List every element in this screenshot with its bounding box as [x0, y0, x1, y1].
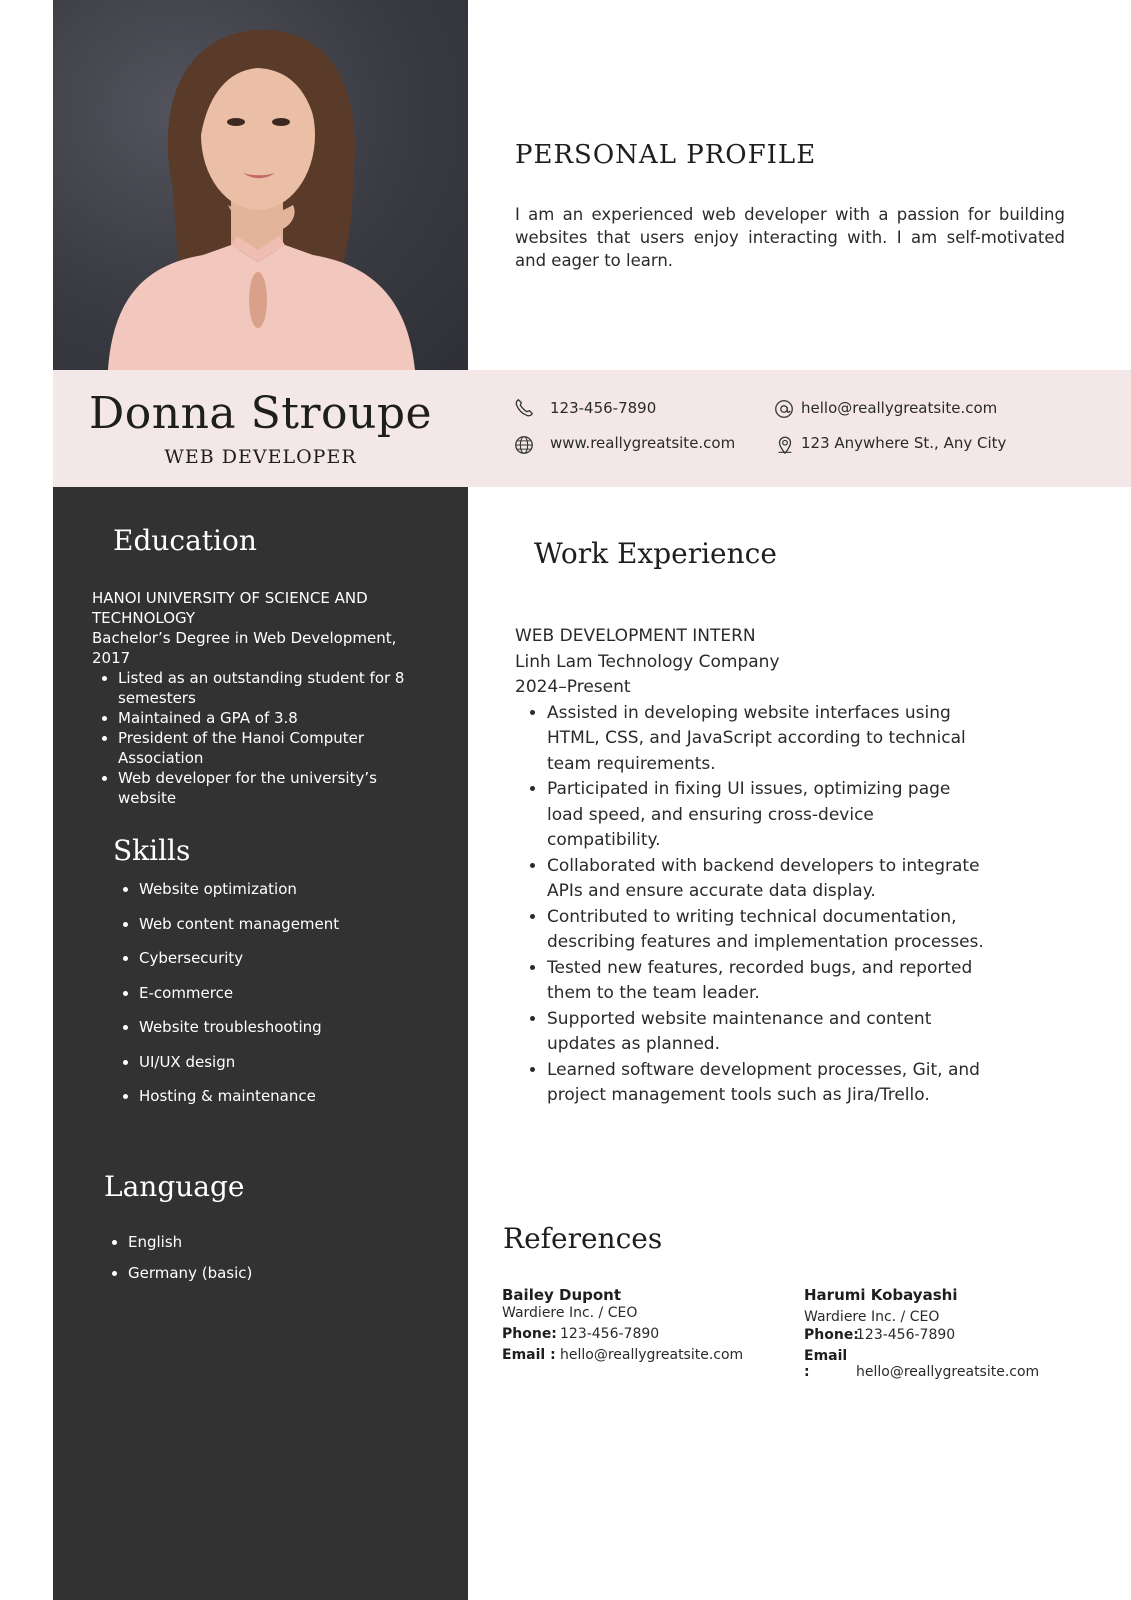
- work-heading: Work Experience: [534, 537, 777, 570]
- person-name: Donna Stroupe: [88, 388, 433, 439]
- language-item: • Germany (basic): [128, 1258, 428, 1289]
- contact-phone: 123-456-7890: [550, 399, 657, 417]
- phone-icon: [513, 397, 535, 423]
- skill-item: • E-commerce: [139, 976, 479, 1011]
- work-duty: • Collaborated with backend developers to integrate APIs and ensure accurate data display.: [547, 854, 985, 905]
- reference-phone: 123-456-7890: [560, 1326, 660, 1342]
- reference-role: Wardiere Inc. / CEO: [502, 1305, 638, 1321]
- references-heading: References: [503, 1222, 663, 1255]
- profile-photo: [53, 0, 468, 370]
- reference-email[interactable]: hello@reallygreatsite.com: [856, 1364, 1040, 1380]
- work-duty: • Participated in fixing UI issues, optimizing page load speed, and ensuring cross-device compatibility.: [547, 777, 985, 854]
- reference-card: [804, 1286, 1104, 1380]
- reference-phone-row: [502, 1326, 782, 1342]
- profile-heading: PERSONAL PROFILE: [515, 140, 817, 170]
- education-item: • President of the Hanoi Computer Association: [118, 728, 422, 768]
- reference-name: Bailey Dupont: [502, 1286, 622, 1304]
- work-company: Linh Lam Technology Company: [515, 651, 780, 672]
- phone-label: Phone:: [804, 1327, 859, 1343]
- education-item: • Listed as an outstanding student for 8 semesters: [118, 668, 422, 708]
- reference-role: Wardiere Inc. / CEO: [804, 1309, 940, 1325]
- contact-website[interactable]: www.reallygreatsite.com: [550, 434, 736, 452]
- education-list: [92, 668, 422, 808]
- education-degree: Bachelor’s Degree in Web Development, 2017: [92, 629, 397, 667]
- work-duty: • Assisted in developing website interfaces using HTML, CSS, and JavaScript according to technical team requirements.: [547, 701, 985, 778]
- reference-phone-row: [804, 1327, 1104, 1343]
- location-pin-icon: [774, 434, 796, 460]
- phone-label: Phone:: [502, 1326, 557, 1342]
- education-heading: Education: [113, 524, 257, 557]
- contact-email[interactable]: hello@reallygreatsite.com: [801, 399, 998, 417]
- skill-item: • Hosting & maintenance: [139, 1079, 479, 1114]
- reference-email-row: [502, 1347, 782, 1363]
- work-duty: • Learned software development processes, Git, and project management tools such as Jira/Trello.: [547, 1058, 985, 1109]
- work-duties-list: [515, 701, 985, 1109]
- work-period: 2024–Present: [515, 677, 631, 697]
- language-list: [100, 1227, 428, 1289]
- globe-icon: [513, 434, 535, 460]
- person-title: WEB DEVELOPER: [164, 446, 357, 468]
- skill-item: • UI/UX design: [139, 1045, 479, 1080]
- skills-heading: Skills: [113, 834, 191, 867]
- language-item: • English: [128, 1227, 428, 1258]
- education-block: [92, 588, 422, 808]
- work-duty: • Tested new features, recorded bugs, and reported them to the team leader.: [547, 956, 985, 1007]
- contact-address: 123 Anywhere St., Any City: [801, 434, 1007, 452]
- reference-card: [502, 1286, 782, 1363]
- portrait-illustration: [53, 0, 468, 370]
- email-label: Email :: [804, 1348, 848, 1380]
- email-label: Email :: [502, 1347, 556, 1363]
- education-item: • Maintained a GPA of 3.8: [118, 708, 422, 728]
- skill-item: • Cybersecurity: [139, 941, 479, 976]
- work-role: WEB DEVELOPMENT INTERN: [515, 626, 756, 646]
- language-heading: Language: [104, 1170, 245, 1203]
- profile-text: I am an experienced web developer with a passion for building websites that users enjoy interacting with. I am self-motivated and eager to learn.: [515, 205, 1065, 270]
- reference-name: Harumi Kobayashi: [804, 1286, 958, 1304]
- reference-email[interactable]: hello@reallygreatsite.com: [560, 1347, 744, 1363]
- skill-item: • Web content management: [139, 907, 479, 942]
- at-sign-icon: [773, 398, 795, 424]
- reference-phone: 123-456-7890: [856, 1327, 956, 1343]
- education-school: HANOI UNIVERSITY OF SCIENCE AND TECHNOLOGY: [92, 589, 368, 627]
- skill-item: • Website troubleshooting: [139, 1010, 479, 1045]
- skills-list: [100, 872, 479, 1114]
- skill-item: • Website optimization: [139, 872, 479, 907]
- education-item: • Web developer for the university’s website: [118, 768, 422, 808]
- work-duty: • Supported website maintenance and content updates as planned.: [547, 1007, 985, 1058]
- work-duty: • Contributed to writing technical documentation, describing features and implementation processes.: [547, 905, 985, 956]
- reference-email-row: [804, 1348, 1104, 1380]
- work-block: [515, 624, 985, 1109]
